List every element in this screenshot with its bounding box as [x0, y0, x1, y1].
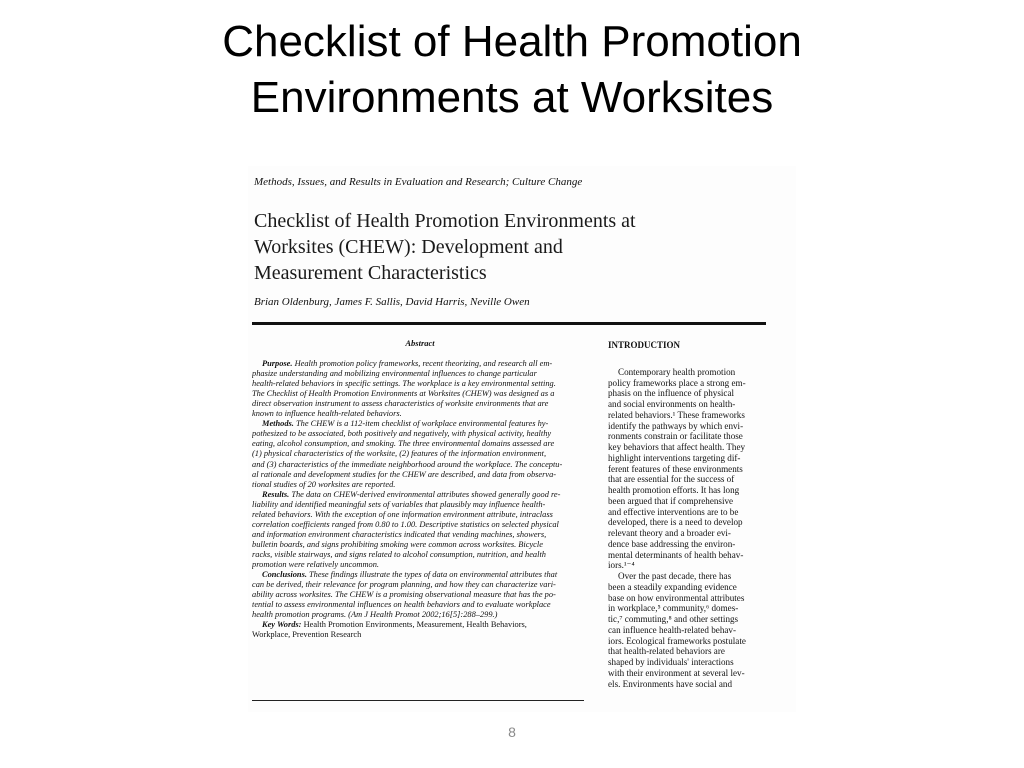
- introduction-line: mental determinants of health behav-: [608, 549, 744, 560]
- abstract-line: [252, 500, 588, 510]
- introduction-line: Contemporary health promotion: [618, 366, 736, 377]
- abstract-line-text: Health promotion policy frameworks, recent theorizing, and research all em-: [292, 359, 553, 369]
- introduction-line: ferent features of these environments: [608, 463, 743, 474]
- abstract-line: [252, 399, 588, 409]
- abstract-line: [252, 580, 588, 590]
- introduction-line: els. Environments have social and: [608, 678, 732, 689]
- introduction-line: health promotion efforts. It has long: [608, 485, 740, 495]
- abstract-line-text: These findings illustrate the types of data on environmental attributes that: [306, 570, 558, 580]
- abstract-line: [252, 439, 588, 449]
- abstract-line-text: ability across worksites. The CHEW is a promising observational measure that has the po-: [252, 590, 556, 600]
- introduction-line: and social environments on health-: [608, 399, 736, 409]
- abstract-line-text: promotion were relatively uncommon.: [252, 559, 379, 569]
- introduction-line: shaped by individuals' interactions: [608, 657, 734, 667]
- abstract-line-text: health promotion programs. (Am J Health Promot 2002;16[5]:288–299.): [252, 610, 498, 620]
- introduction-line: dence base addressing the environ-: [608, 538, 736, 549]
- introduction-line: policy frameworks place a strong em-: [608, 377, 746, 388]
- abstract-line: [252, 540, 588, 550]
- abstract-line: [252, 480, 588, 490]
- paper-title-line-2: Worksites (CHEW): Development and: [254, 236, 563, 258]
- journal-section-header: Methods, Issues, and Results in Evaluation and Research; Culture Change: [254, 176, 583, 188]
- abstract-line: [252, 429, 588, 439]
- introduction-line: that are essential for the success of: [608, 474, 735, 485]
- introduction-line: been argued that if comprehensive: [608, 495, 734, 506]
- introduction-line: highlight interventions targeting dif-: [608, 452, 741, 463]
- slide-title: [0, 14, 1024, 126]
- introduction-line: developed, there is a need to develop: [608, 517, 743, 528]
- introduction-line: relevant theory and a broader evi-: [608, 528, 731, 538]
- abstract-line: [252, 359, 588, 369]
- slide-title-line-2: Environments at Worksites: [250, 73, 774, 122]
- abstract-line: [252, 409, 588, 419]
- abstract-line-text: bulletin boards, and signs prohibiting smoking were common across worksites. Bicycle: [252, 539, 543, 549]
- abstract-line-text: al rationale and development studies for the CHEW are described, and data from observa-: [252, 469, 557, 479]
- header-divider: [252, 322, 766, 325]
- abstract-line: [252, 449, 588, 459]
- introduction-line: iors. Ecological frameworks postulate: [608, 635, 746, 646]
- introduction-line: that health-related behaviors are: [608, 646, 725, 657]
- abstract-section-label: Purpose.: [262, 359, 293, 369]
- introduction-column: [608, 340, 794, 689]
- introduction-line: Over the past decade, there has: [618, 571, 732, 581]
- abstract-line-text: Health Promotion Environments, Measurement, Health Behaviors,: [301, 620, 527, 630]
- abstract-line-text: health-related behaviors in specific settings. The workplace is a key environmental setting.: [252, 379, 556, 389]
- abstract-column: [252, 338, 588, 640]
- abstract-line-text: and information environment characteristics indicated that vending machines, showers,: [252, 529, 547, 539]
- abstract-line: [252, 379, 588, 389]
- abstract-line-text: eating, alcohol consumption, and smoking. The three environmental domains assessed are: [252, 439, 555, 449]
- abstract-section-label: Results.: [262, 489, 290, 499]
- abstract-bottom-divider: [252, 700, 584, 701]
- abstract-line: [252, 490, 588, 500]
- abstract-line: [252, 620, 588, 630]
- abstract-line: [252, 560, 588, 570]
- paper-title: [254, 208, 754, 286]
- abstract-line: [252, 570, 588, 580]
- abstract-line: [252, 520, 588, 530]
- abstract-section-label: Methods.: [262, 419, 294, 429]
- abstract-line: [252, 470, 588, 480]
- slide-page-number: 8: [508, 724, 516, 740]
- abstract-line: [252, 389, 588, 399]
- abstract-line-text: tential to assess environmental influences on health behaviors and to evaluate workplace: [252, 600, 551, 610]
- abstract-line: [252, 510, 588, 520]
- introduction-line: can influence health-related behav-: [608, 624, 736, 635]
- abstract-line: [252, 369, 588, 379]
- abstract-line: [252, 600, 588, 610]
- abstract-line-text: and (3) characteristics of the immediate neighborhood around the workplace. The conceptu-: [252, 459, 563, 469]
- abstract-line-text: pothesized to be associated, both positively and negatively, with physical activity, healthy: [252, 429, 552, 439]
- abstract-heading: Abstract: [405, 338, 435, 348]
- abstract-line: [252, 630, 588, 640]
- abstract-line: [252, 460, 588, 470]
- abstract-line-text: phasize understanding and mobilizing environmental influences to change particular: [252, 369, 537, 379]
- abstract-line: [252, 419, 588, 429]
- paper-title-line-3: Measurement Characteristics: [254, 262, 487, 284]
- abstract-line-text: The CHEW is a 112-item checklist of workplace environmental features hy-: [293, 419, 549, 429]
- abstract-line-text: racks, visible stairways, and signs related to alcohol consumption, nutrition, and health: [252, 549, 546, 559]
- introduction-body: [608, 367, 794, 690]
- introduction-line: related behaviors.¹ These frameworks: [608, 409, 745, 420]
- abstract-line-text: can be derived, their relevance for program planning, and how they can characterize vari-: [252, 580, 556, 590]
- introduction-heading: INTRODUCTION: [608, 340, 681, 350]
- paper-title-line-1: Checklist of Health Promotion Environments at: [254, 210, 636, 232]
- abstract-line-text: tional studies of 20 worksites are reported.: [252, 479, 396, 489]
- paper-authors: Brian Oldenburg, James F. Sallis, David Harris, Neville Owen: [254, 296, 530, 308]
- introduction-line: in workplace,⁵ community,⁶ domes-: [608, 603, 739, 614]
- introduction-line: phasis on the influence of physical: [608, 388, 735, 399]
- abstract-line: [252, 610, 588, 620]
- abstract-line-text: (1) physical characteristics of the worksite, (2) features of the information environment,: [252, 449, 547, 459]
- abstract-line: [252, 530, 588, 540]
- abstract-line-text: liability and identified meaningful sets of variables that plausibly may influence health-: [252, 499, 546, 509]
- introduction-line: ronments constrain or facilitate those: [608, 431, 743, 442]
- abstract-body: [252, 359, 588, 640]
- abstract-line-text: The Checklist of Health Promotion Environments at Worksites (CHEW) was designed as a: [252, 389, 555, 399]
- introduction-line: base on how environmental attributes: [608, 592, 745, 603]
- introduction-line: tic,⁷ commuting,⁸ and other settings: [608, 614, 739, 624]
- introduction-line: identify the pathways by which envi-: [608, 420, 744, 431]
- introduction-line: with their environment at several lev-: [608, 667, 745, 678]
- abstract-line-text: correlation coefficients ranged from 0.80 to 1.00. Descriptive statistics on selected physical: [252, 519, 559, 529]
- abstract-line-text: direct observation instrument to assess characteristics of worksite environments that are: [252, 399, 549, 409]
- abstract-line-text: The data on CHEW-derived environmental attributes showed generally good re-: [289, 489, 561, 499]
- abstract-line-text: Workplace, Prevention Research: [252, 630, 362, 640]
- abstract-line-text: known to influence health-related behaviors.: [252, 409, 402, 419]
- abstract-line: [252, 550, 588, 560]
- paper-scan-image: [248, 166, 796, 712]
- abstract-line-text: related behaviors. With the exception of one information environment attribute, intraclass: [252, 509, 553, 519]
- abstract-section-label: Key Words:: [262, 620, 302, 630]
- introduction-line: and effective interventions are to be: [608, 506, 739, 517]
- slide-title-line-1: Checklist of Health Promotion: [222, 17, 802, 66]
- abstract-section-label: Conclusions.: [262, 570, 307, 580]
- introduction-line: been a steadily expanding evidence: [608, 581, 737, 592]
- introduction-line: iors.¹⁻⁴: [608, 560, 635, 571]
- abstract-line: [252, 590, 588, 600]
- introduction-line: key behaviors that affect health. They: [608, 442, 746, 452]
